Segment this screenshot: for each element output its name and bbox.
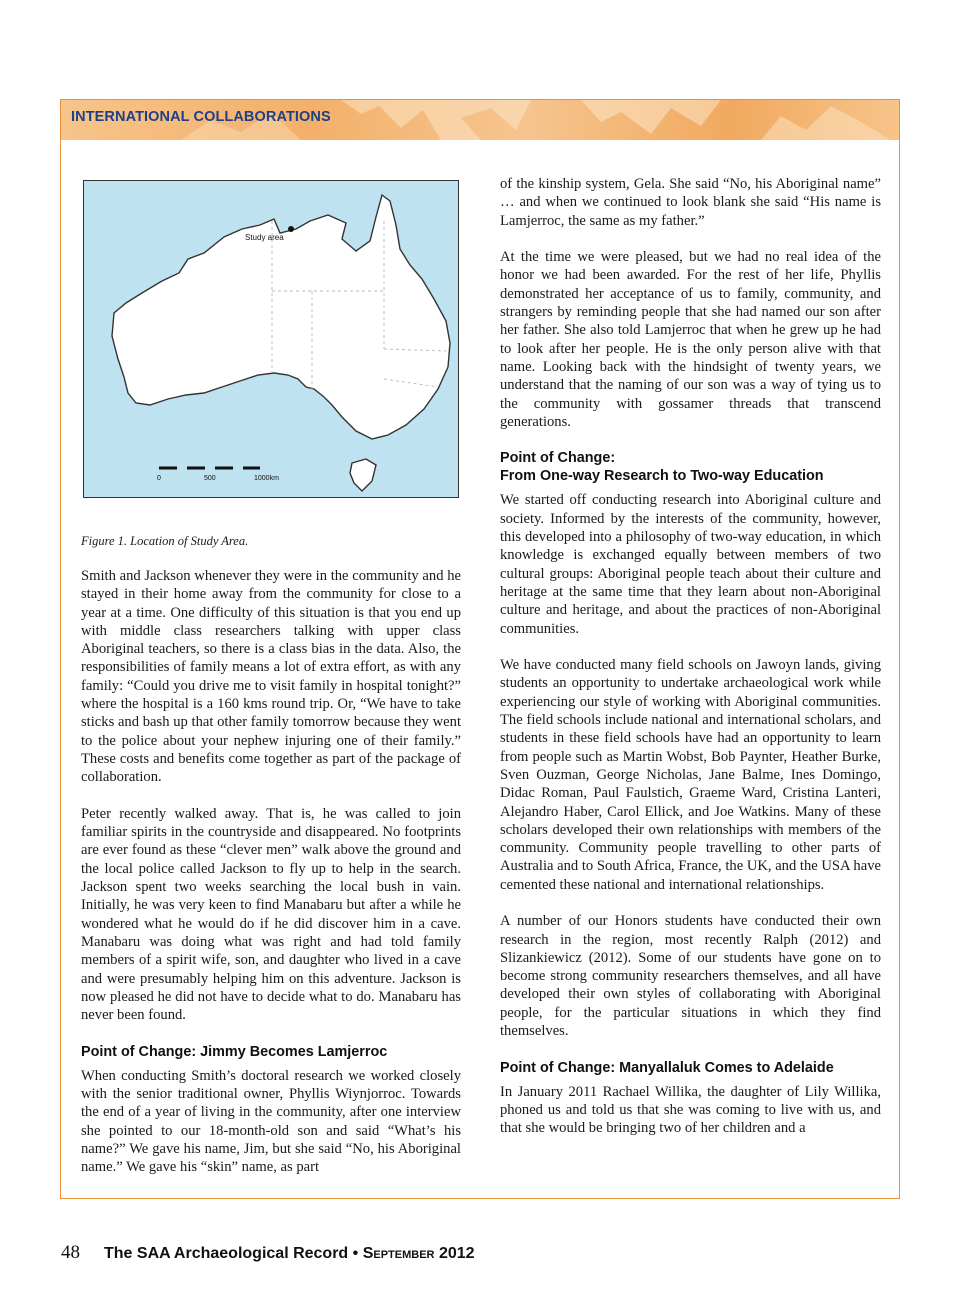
paragraph: Smith and Jackson whenever they were in the community and he stayed in their home away from the community for close to a year at a time. One difficulty of this situation is that you end up with middle class researchers talking with upper class Aboriginal teachers, so there is a class bias in the data. Also, the responsibilities of family means a lot of extra effort, as with any family: “Could you drive me to visit family in hospital tonight?” where the hospital is a 160 kms round trip. Or, “We have to take sticks and bash up that other family tomorrow because they went to the police about your nephew injuring one of their family.” These costs and benefits come together as part of the package of collaboration. — [81, 568, 461, 786]
paragraph: When conducting Smith’s doctoral research we worked closely with the senior traditional owner, Phyllis Wiynjorroc. Towards the end of a year of living in the community, after one interview she pointed to our 18-month-old son and said “What’s his name?” We gave his name, Jim, but she said “No, his Aboriginal name.” We gave his “skin” name, as part — [81, 1067, 461, 1176]
study-area-label: Study area — [245, 233, 284, 242]
map-graphic — [84, 181, 457, 496]
australia-mainland — [112, 195, 450, 439]
left-column — [81, 567, 461, 1195]
paragraph: of the kinship system, Gela. She said “No, his Aboriginal name” … and when we continued to look blank she said “His name is Lamjerroc, the same as my father.” — [500, 176, 881, 229]
scale-label-0: 0 — [157, 475, 161, 482]
section-banner — [61, 100, 899, 140]
section-heading — [500, 449, 881, 485]
paragraph: At the time we were pleased, but we had no real idea of the honor we had been awarded. For the rest of her life, Phyllis demonstrated her acceptance of us to family, community, and strangers by reminding people that she had named our son after her father. She also told Lamjerroc that when he grew up he had to look after her people. He is the only person alive with that name. Looking back with the hindsight of twenty years, we understand that the naming of our son was a way of tying us to the community with gossamer threads that transcend generations. — [500, 249, 881, 430]
scale-label-500: 500 — [204, 475, 216, 482]
figure-caption: Figure 1. Location of Study Area. — [81, 534, 249, 548]
footer-separator: • — [348, 1245, 363, 1262]
tasmania — [350, 459, 376, 491]
scale-label-1000: 1000km — [254, 475, 279, 482]
right-column — [500, 175, 881, 1156]
australia-map — [83, 180, 459, 498]
heading-line: Point of Change: — [500, 450, 616, 467]
page-frame — [60, 99, 900, 1199]
page-footer — [61, 1242, 475, 1264]
scale-bar — [157, 468, 279, 482]
paragraph: In January 2011 Rachael Willika, the daughter of Lily Willika, phoned us and told us that she was coming to live with us, and that she would be bringing two of her children and a — [500, 1083, 881, 1137]
paragraph: A number of our Honors students have conducted their own research in the region, most recently Ralph (2012) and Slizankiewicz (2012). Some of our students have gone on to become strong community researchers themselves, and all have developed their own styles of collaborating with Aboriginal people, for the particular situations in which they find themselves. — [500, 913, 881, 1040]
publication-title: The SAA Archaeological Record — [104, 1245, 349, 1262]
issue-date: September 2012 — [362, 1245, 475, 1262]
page-number: 48 — [61, 1242, 80, 1263]
heading-line: From One-way Research to Two-way Education — [500, 468, 824, 485]
paragraph: We have conducted many field schools on Jawoyn lands, giving students an opportunity to undertake archaeological work while experiencing our style of working with Aboriginal communities. The field schools include national and international scholars, and students in these field schools have had an opportunity to learn from people such as Martin Wobst, Bob Paynter, Heather Burke, Sven Ouzman, George Nicholas, Jane Balme, Ines Domingo, Didac Roman, Paul Faulstich, Graeme Ward, Cristina Lanteri, Alejandro Haber, Carol Ellick, and Joe Watkins. Many of these scholars developed their own relationships with members of the community. Community people travelling to other parts of Australia and to South Africa, France, the UK, and the USA have cemented these national and international relationships. — [500, 657, 881, 893]
section-title: INTERNATIONAL COLLABORATIONS — [71, 109, 331, 125]
paragraph: We started off conducting research into Aboriginal culture and society. Informed by the interests of the community, however, this developed into a philosophy of two-way education, in which knowledge is exchanged equally between members of two cultural groups: Aboriginal people teach about their culture and heritage at the same time that they learn about non-Aboriginal culture and heritage, and about the practices of non-Aboriginal communities. — [500, 492, 881, 637]
section-heading: Point of Change: Jimmy Becomes Lamjerroc — [81, 1043, 388, 1060]
paragraph: Peter recently walked away. That is, he was called to join familiar spirits in the countryside and disappeared. No footprints are ever found as these “clever men” walk above the ground and the local police called Jackson to fly up to help in the search. Jackson spent two weeks searching the local bush in vain. Initially, he was very keen to find Manabaru but after a while he wondered what he would do if he did discover him in a cave. Manabaru was doing what was right and had told family members of a spirit wife, son, and daughter who lived in a cave and were presumably helping him on this adventure. Jackson is now pleased he did not have to decide what to do. Manabaru has never been found. — [81, 805, 461, 1024]
study-area-marker — [288, 226, 294, 232]
section-heading: Point of Change: Manyallaluk Comes to Adelaide — [500, 1059, 834, 1076]
